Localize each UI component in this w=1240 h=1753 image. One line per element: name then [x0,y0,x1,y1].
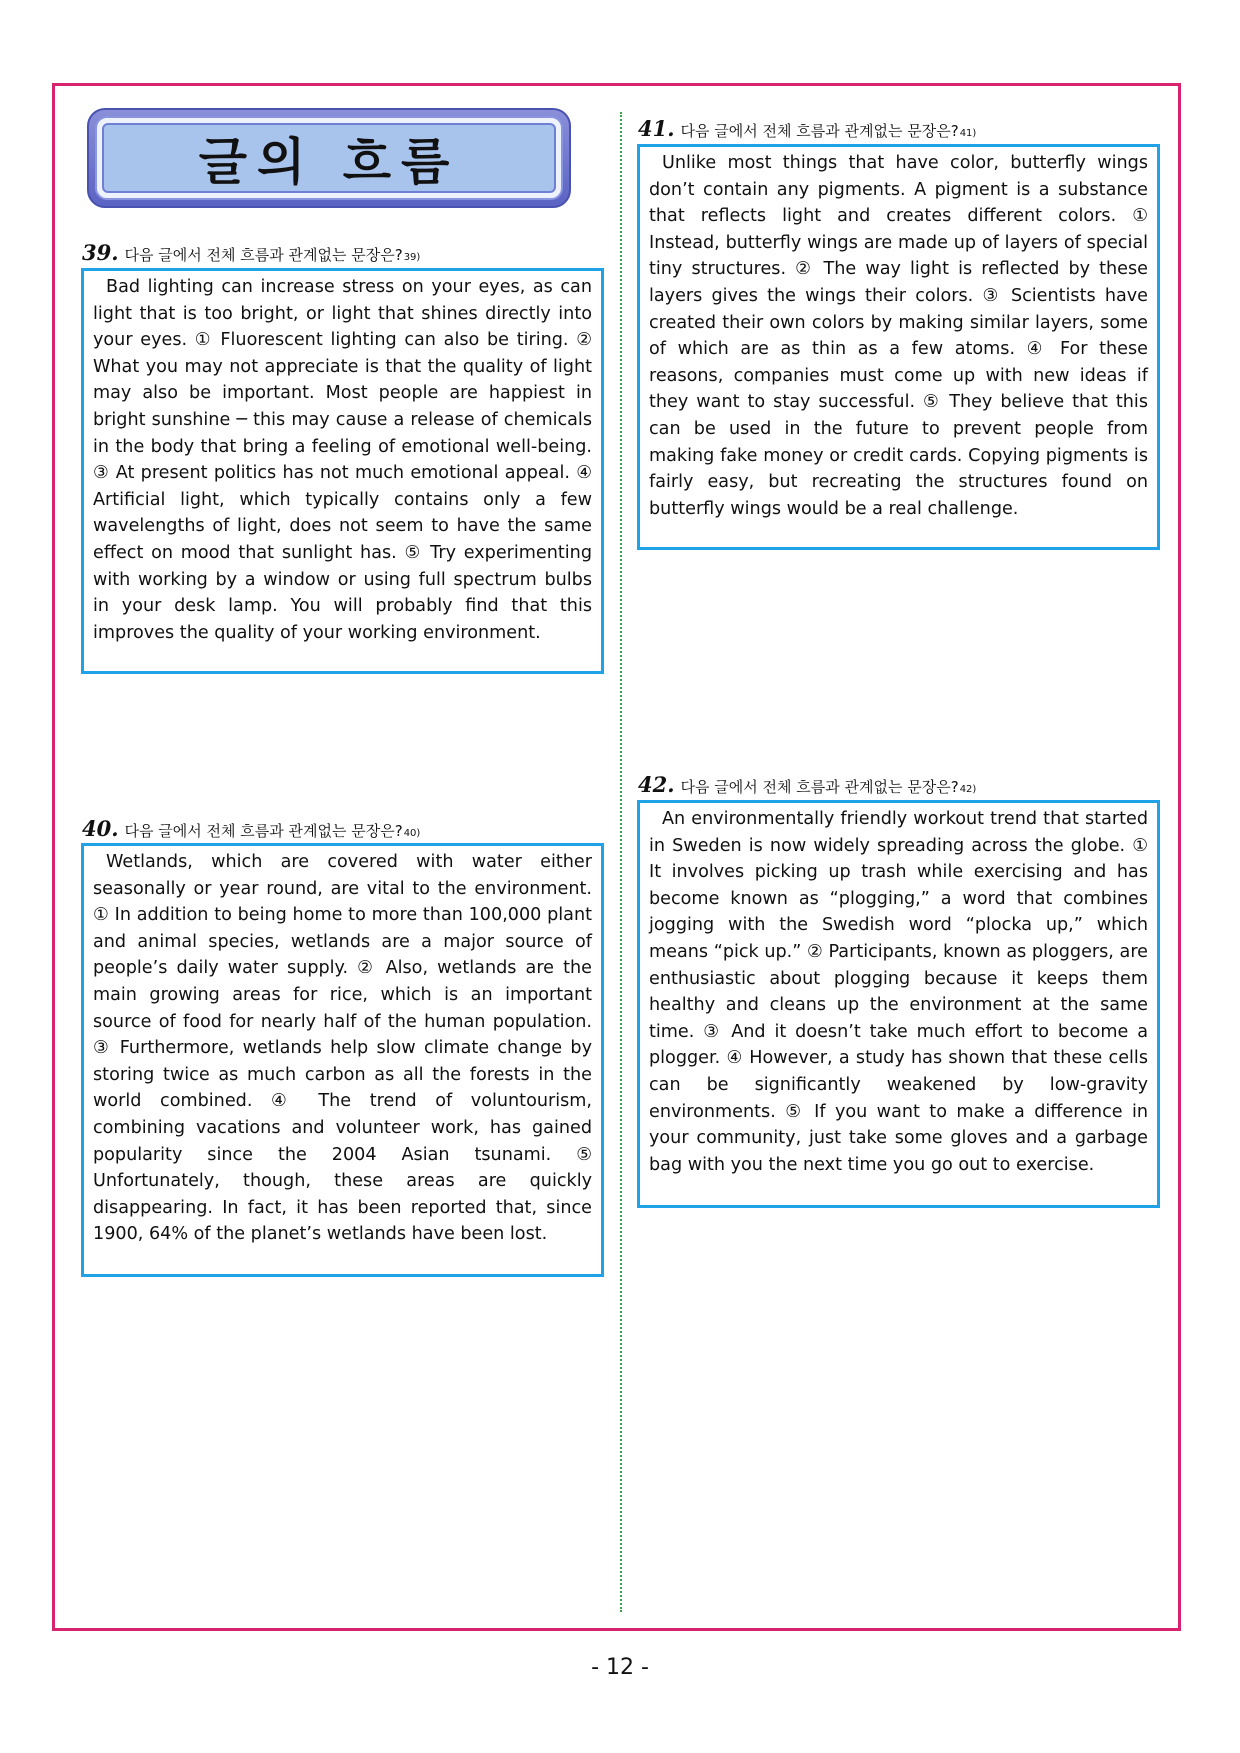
footnote-marker: 41) [959,128,977,139]
banner-plate [102,123,556,193]
page-number: - 12 - [591,1655,649,1680]
question-42-header [638,772,976,797]
section-banner [87,108,571,208]
question-prompt: 다음 글에서 전체 흐름과 관계없는 문장은? [680,778,959,796]
banner-inner [95,116,563,200]
passage-text: Unlike most things that have color, butterfly wings don’t contain any pigments. A pigment is a substance that reflects light and creates different colors. ① Instead, butterfly wings are made up of layers of special tiny structures. ② The way light is reflected by these layers gives the wings their colors. ③ Scientists have created their own colors by making similar layers, some of which are as thin as a few atoms. ④ For these reasons, companies must come up with new ideas if they want to stay successful. ⑤ They believe that this can be used in the future to prevent people from making fake money or credit cards. Copying pigments is fairly easy, but recreating the structures found on butterfly wings would be a real challenge. [649,153,1148,519]
footnote-marker: 39) [403,252,421,263]
question-42-passage-box [637,800,1160,1208]
question-number: 42. [638,772,675,797]
footnote-marker: 40) [403,828,421,839]
passage-text: Wetlands, which are covered with water either seasonally or year round, are vital to the environment. ① In addition to being home to more than 100,000 plant and animal species, wetlands are a major source of people’s daily water supply. ② Also, wetlands are the main growing areas for rice, which is an important source of food for nearly half of the human population. ③ Furthermore, wetlands help slow climate change by storing twice as much carbon as all the forests in the world combined. ④ The trend of voluntourism, combining vacations and volunteer work, has gained popularity since the 2004 Asian tsunami. ⑤ Unfortunately, though, these areas are quickly disappearing. In fact, it has been reported that, since 1900, 64% of the planet’s wetlands have been lost. [93,852,592,1245]
passage-text: An environmentally friendly workout trend that started in Sweden is now widely spreading across the globe. ① It involves picking up trash while exercising and has become known as “plogging,” a word that combines jogging with the Swedish word “plocka up,” which means “pick up.” ② Participants, known as ploggers, are enthusiastic about plogging because it keeps them healthy and cleans up the environment at the same time. ③ And it doesn’t take much effort to become a plogger. ④ However, a study has shown that these cells can be significantly weakened by low-gravity environments. ⑤ If you want to make a difference in your community, just take some gloves and a garbage bag with you the next time you go out to exercise. [649,809,1148,1175]
section-title: 글의 흐름 [198,133,460,191]
passage-text: Bad lighting can increase stress on your eyes, as can light that is too bright, or light that shines directly into your eyes. ① Fluorescent lighting can also be tiring. ② What you may not appreciate is that the quality of light may also be important. Most people are happiest in bright sunshine ─ this may cause a release of chemicals in the body that bring a feeling of emotional well-being. ③ At present politics has not much emotional appeal. ④ Artificial light, which typically contains only a few wavelengths of light, does not seem to have the same effect on mood that sunlight has. ⑤ Try experimenting with working by a window or using full spectrum bulbs in your desk lamp. You will probably find that this improves the quality of your working environment. [93,277,592,643]
question-39-passage-box [81,268,604,674]
column-divider [620,112,622,1612]
question-number: 39. [82,240,119,265]
question-40-passage-box [81,843,604,1277]
question-prompt: 다음 글에서 전체 흐름과 관계없는 문장은? [124,822,403,840]
question-number: 40. [82,816,119,841]
question-39-header [82,240,420,265]
question-prompt: 다음 글에서 전체 흐름과 관계없는 문장은? [680,122,959,140]
footnote-marker: 42) [959,784,977,795]
question-prompt: 다음 글에서 전체 흐름과 관계없는 문장은? [124,246,403,264]
question-41-header [638,116,976,141]
question-41-passage-box [637,144,1160,550]
question-40-header [82,816,420,841]
question-number: 41. [638,116,675,141]
